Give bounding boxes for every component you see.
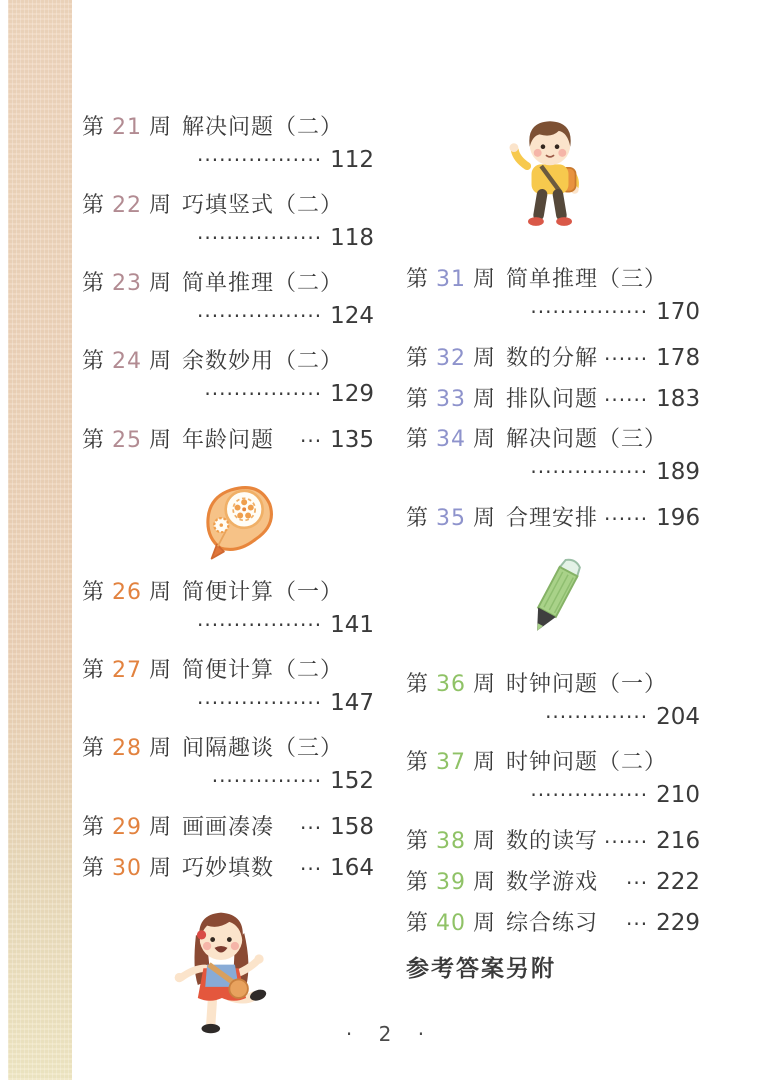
toc-entry-week-25 — [82, 424, 374, 457]
toc-entry-week-35 — [406, 502, 700, 535]
toc-entry-week-39 — [406, 866, 700, 899]
week-label: 第 35 周 — [406, 503, 506, 535]
leader-dots: ······ — [604, 506, 649, 531]
entry-title: 简单推理（三） — [506, 267, 668, 292]
girl-illustration — [170, 907, 272, 1037]
week-number: 26 — [112, 580, 143, 605]
page-ref: 196 — [656, 505, 701, 531]
entry-title: 时钟问题（一） — [506, 672, 668, 697]
leader-dots: ··· — [626, 911, 649, 936]
entry-title: 解决问题（三） — [506, 427, 668, 452]
binding-strip — [8, 0, 72, 1080]
week-label: 第 23 周 — [82, 268, 182, 300]
leader-dots: ······ — [604, 387, 649, 412]
leader-dots: ··· — [300, 856, 323, 881]
entry-title: 巧妙填数 — [182, 856, 275, 881]
toc-entry-week-37 — [406, 747, 700, 811]
toc-entry-week-30 — [82, 852, 374, 885]
toc-entry-week-32 — [406, 342, 700, 375]
entry-title: 简便计算（二） — [182, 658, 344, 683]
week-number: 33 — [436, 387, 467, 412]
page-ref: 216 — [656, 828, 701, 854]
toc-entry-week-21 — [82, 112, 374, 176]
week-label: 第 28 周 — [82, 733, 182, 765]
week-label: 第 34 周 — [406, 424, 506, 456]
entry-title: 年龄问题 — [182, 428, 275, 453]
week-label: 第 27 周 — [82, 655, 182, 687]
page-number: · 2 · — [345, 1022, 435, 1046]
toc-entry-week-31 — [406, 264, 700, 328]
toc-entry-week-36 — [406, 669, 700, 733]
leader-dots: ··· — [300, 815, 323, 840]
week-label: 第 36 周 — [406, 669, 506, 701]
page-ref: 152 — [330, 768, 374, 794]
page-ref: 170 — [656, 299, 700, 325]
toc-entry-week-23 — [82, 268, 374, 332]
week-label: 第 25 周 — [82, 425, 182, 457]
week-label: 第 40 周 — [406, 908, 506, 940]
week-label: 第 26 周 — [82, 577, 182, 609]
page-ref: 178 — [656, 345, 701, 371]
leader-dots: ······ — [604, 346, 649, 371]
week-number: 38 — [436, 829, 467, 854]
leader-dots: ················· — [197, 226, 323, 250]
week-number: 40 — [436, 911, 467, 936]
leader-dots: ················ — [530, 300, 649, 324]
week-number: 35 — [436, 506, 467, 531]
week-number: 37 — [436, 750, 467, 775]
week-number: 28 — [112, 736, 143, 761]
week-label: 第 24 周 — [82, 346, 182, 378]
week-number: 24 — [112, 349, 143, 374]
page-ref: 112 — [330, 147, 374, 173]
toc-entry-week-34 — [406, 424, 700, 488]
toc-entry-week-28 — [82, 733, 374, 797]
week-label: 第 39 周 — [406, 867, 506, 899]
week-label: 第 38 周 — [406, 826, 506, 858]
week-number: 29 — [112, 815, 143, 840]
leader-dots: ················ — [530, 460, 649, 484]
entry-title: 综合练习 — [506, 911, 599, 936]
toc-entry-week-27 — [82, 655, 374, 719]
week-number: 27 — [112, 658, 143, 683]
entry-title: 时钟问题（二） — [506, 750, 668, 775]
week-label: 第 32 周 — [406, 343, 506, 375]
leader-dots: ················· — [197, 691, 323, 715]
answers-note: 参考答案另附 — [406, 956, 556, 982]
boy-illustration — [506, 112, 594, 236]
week-label: 第 29 周 — [82, 812, 182, 844]
week-number: 25 — [112, 428, 143, 453]
week-label: 第 22 周 — [82, 190, 182, 222]
week-number: 23 — [112, 271, 143, 296]
leader-dots: ··· — [626, 870, 649, 895]
page-ref: 118 — [330, 225, 374, 251]
page-ref: 158 — [330, 814, 374, 840]
page-ref: 124 — [330, 303, 374, 329]
leader-dots: ················ — [530, 783, 649, 807]
page-ref: 189 — [656, 459, 700, 485]
week-number: 32 — [436, 346, 467, 371]
week-label: 第 37 周 — [406, 747, 506, 779]
week-number: 39 — [436, 870, 467, 895]
entry-title: 简便计算（一） — [182, 580, 344, 605]
toc-entry-week-29 — [82, 811, 374, 844]
entry-title: 合理安排 — [506, 506, 599, 531]
entry-title: 画画凑凑 — [182, 815, 275, 840]
week-number: 31 — [436, 267, 467, 292]
leader-dots: ······ — [604, 829, 649, 854]
toc-entry-week-22 — [82, 190, 374, 254]
page-ref: 147 — [330, 690, 374, 716]
toc-entry-week-40 — [406, 907, 700, 940]
week-number: 30 — [112, 856, 143, 881]
entry-title: 数学游戏 — [506, 870, 599, 895]
page-ref: 135 — [330, 427, 374, 453]
week-label: 第 31 周 — [406, 264, 506, 296]
pencil-illustration — [522, 553, 586, 645]
page-ref: 164 — [330, 855, 374, 881]
page-ref: 183 — [656, 386, 701, 412]
toc-entry-week-38 — [406, 825, 700, 858]
week-label: 第 30 周 — [82, 853, 182, 885]
entry-title: 数的分解 — [506, 346, 599, 371]
leader-dots: ··· — [300, 428, 323, 453]
page-ref: 229 — [656, 910, 700, 936]
week-number: 22 — [112, 193, 143, 218]
entry-title: 余数妙用（二） — [182, 349, 344, 374]
page-ref: 210 — [656, 782, 700, 808]
toc-entry-week-33 — [406, 383, 700, 416]
entry-title: 简单推理（二） — [182, 271, 344, 296]
entry-title: 解决问题（二） — [182, 115, 344, 140]
leader-dots: ················· — [197, 148, 323, 172]
leader-dots: ················· — [197, 304, 323, 328]
toc-right-column — [406, 112, 700, 986]
toc-left-column — [82, 112, 374, 1037]
week-number: 34 — [436, 427, 467, 452]
week-number: 21 — [112, 115, 143, 140]
week-number: 36 — [436, 672, 467, 697]
leader-dots: ················· — [197, 613, 323, 637]
page-ref: 141 — [330, 612, 374, 638]
toc-entry-week-26 — [82, 577, 374, 641]
page-ref: 222 — [656, 869, 700, 895]
leader-dots: ················ — [204, 382, 323, 406]
entry-title: 排队问题 — [506, 387, 599, 412]
toc-entry-week-24 — [82, 346, 374, 410]
page-ref: 129 — [330, 381, 374, 407]
week-label: 第 33 周 — [406, 384, 506, 416]
correction-tape-illustration — [194, 471, 282, 567]
entry-title: 数的读写 — [506, 829, 599, 854]
entry-title: 巧填竖式（二） — [182, 193, 344, 218]
leader-dots: ··············· — [211, 769, 323, 793]
leader-dots: ·············· — [545, 705, 649, 729]
week-label: 第 21 周 — [82, 112, 182, 144]
page-ref: 204 — [656, 704, 700, 730]
entry-title: 间隔趣谈（三） — [182, 736, 344, 761]
